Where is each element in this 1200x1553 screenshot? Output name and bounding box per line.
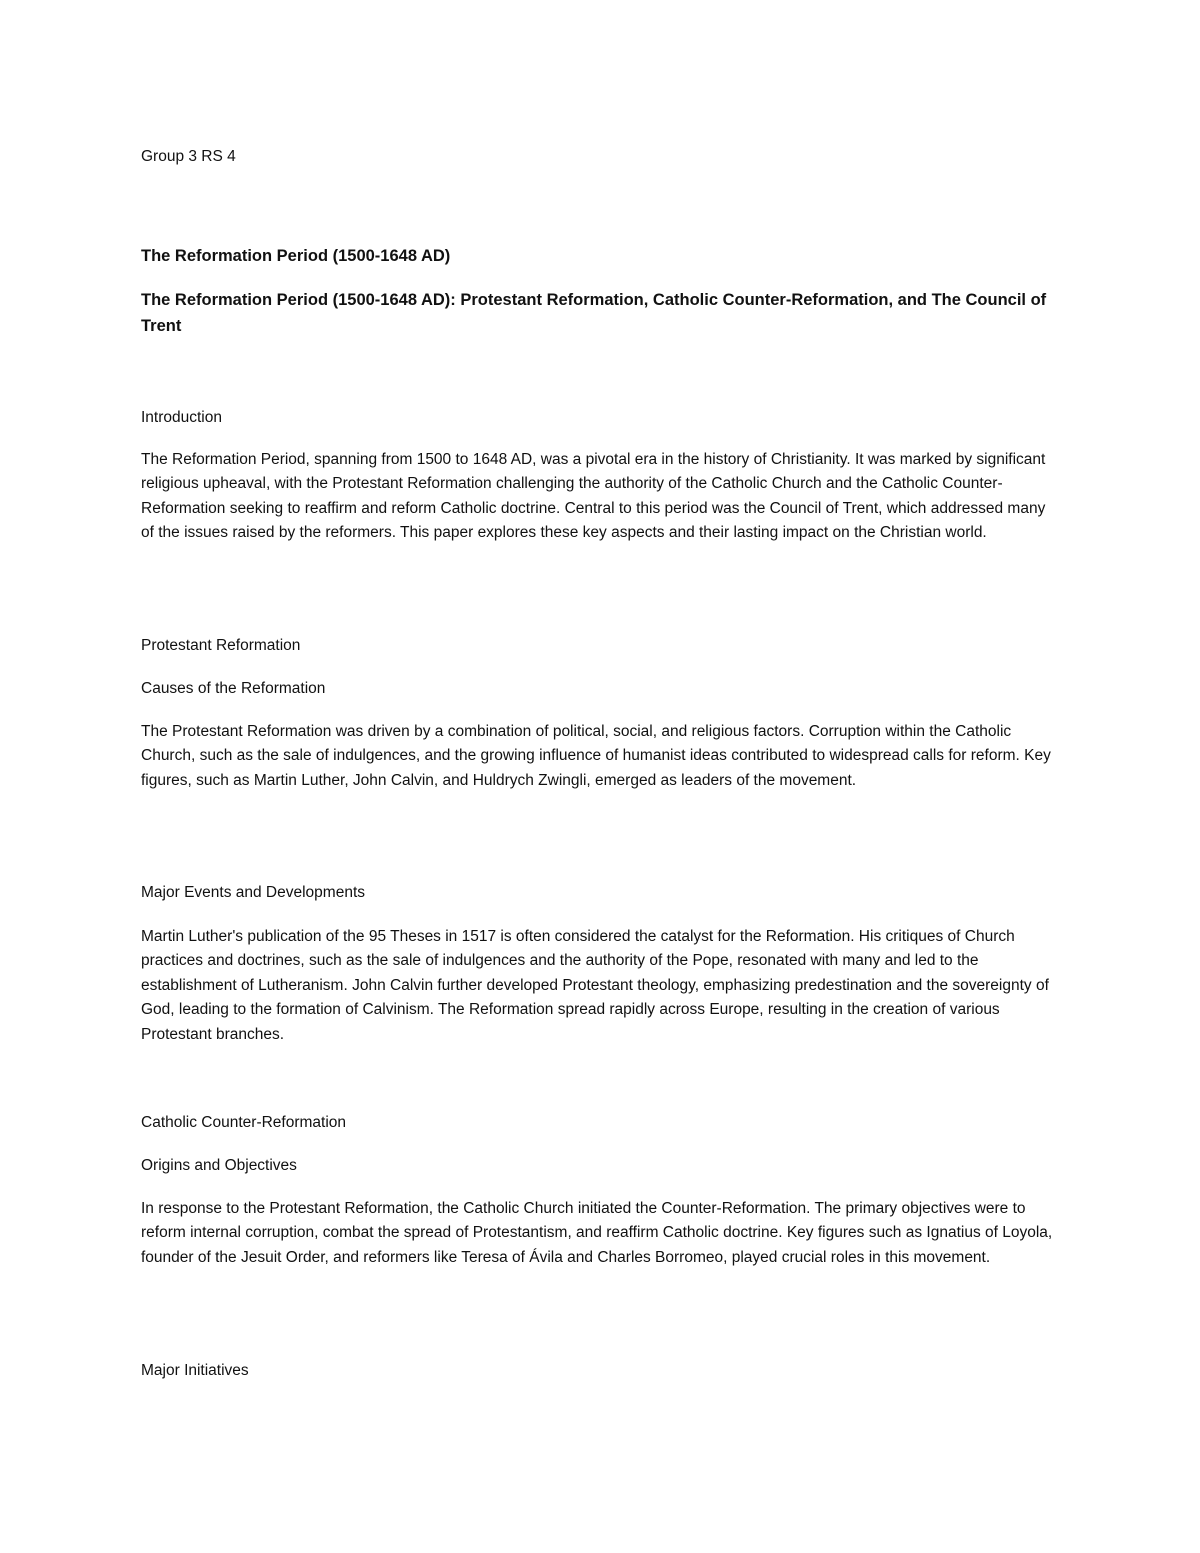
document-title: The Reformation Period (1500-1648 AD) [141,247,451,265]
events-heading: Major Events and Developments [141,884,366,901]
counter-reformation-heading: Catholic Counter-Reformation [141,1114,347,1131]
introduction-paragraph: The Reformation Period, spanning from 1500 to 1648 AD, was a pivotal era in the history of Christianity. It was marked by significant religious upheaval, with the Protestant Reformation challenging the authority of the Catholic Church and the Catholic Counter-Reformation seeking to reaffirm and reform Catholic doctrine. Central to this period was the Council of Trent, which addressed many of the issues raised by the reformers. This paper explores these key aspects and their lasting impact on the Christian world. [141,451,1046,542]
causes-heading: Causes of the Reformation [141,680,326,697]
introduction-heading: Introduction [141,409,222,426]
events-paragraph: Martin Luther's publication of the 95 Theses in 1517 is often considered the catalyst for the Reformation. His critiques of Church practices and doctrines, such as the sale of indulgences and the authority of the Pope, resonated with many and led to the establishment of Lutheranism. John Calvin further developed Protestant theology, emphasizing predestination and the sovereignty of God, leading to the formation of Calvinism. The Reformation spread rapidly across Europe, resulting in the creation of various Protestant branches. [141,928,1049,1043]
protestant-reformation-heading: Protestant Reformation [141,637,301,654]
initiatives-heading: Major Initiatives [141,1362,249,1379]
origins-heading: Origins and Objectives [141,1157,297,1174]
document-subtitle: The Reformation Period (1500-1648 AD): Protestant Reformation, Catholic Counter-Reformation, and The Council of Trent [141,291,1047,335]
causes-paragraph: The Protestant Reformation was driven by a combination of political, social, and religious factors. Corruption within the Catholic Church, such as the sale of indulgences, and the growing influence of humanist ideas contributed to widespread calls for reform. Key figures, such as Martin Luther, John Calvin, and Huldrych Zwingli, emerged as leaders of the movement. [141,723,1051,789]
group-label: Group 3 RS 4 [141,148,236,165]
origins-paragraph: In response to the Protestant Reformation, the Catholic Church initiated the Counter-Reformation. The primary objectives were to reform internal corruption, combat the spread of Protestantism, and reaffirm Catholic doctrine. Key figures such as Ignatius of Loyola, founder of the Jesuit Order, and reformers like Teresa of Ávila and Charles Borromeo, played crucial roles in this movement. [141,1200,1053,1266]
